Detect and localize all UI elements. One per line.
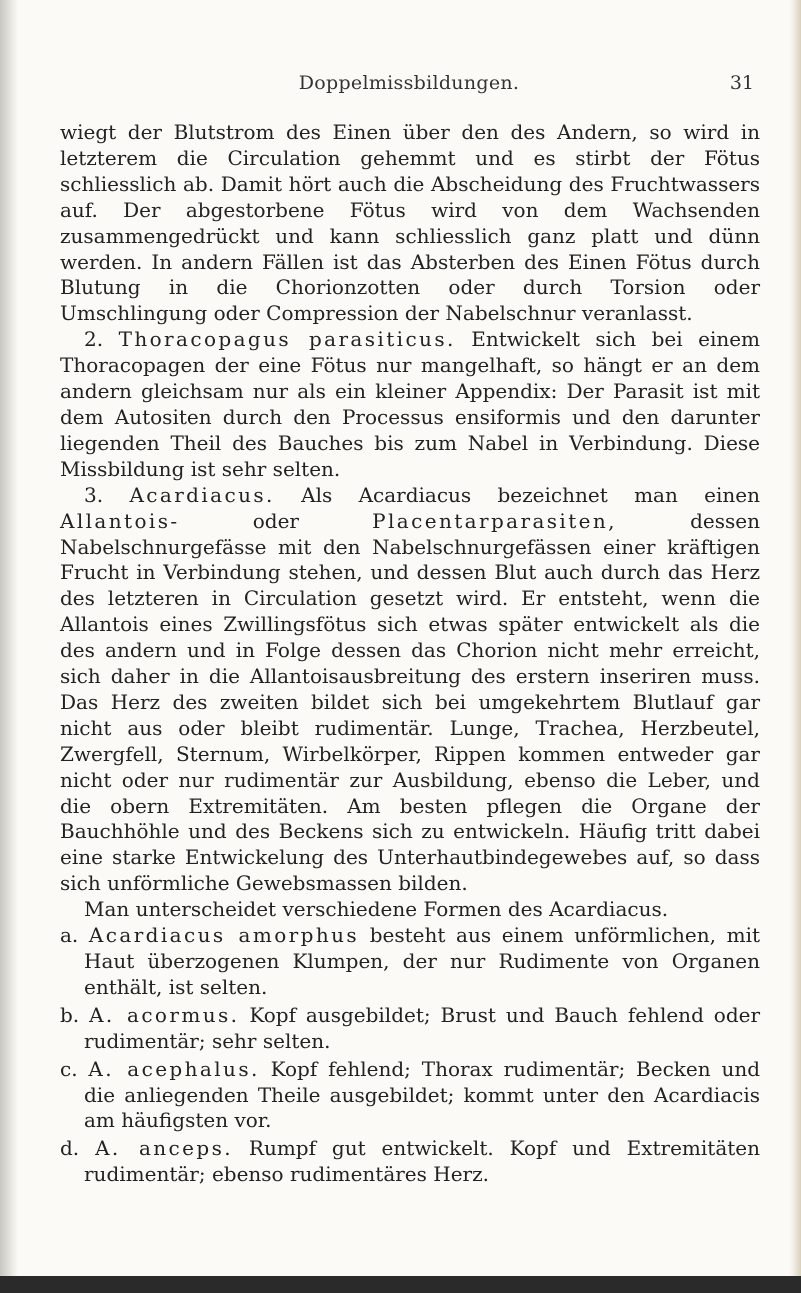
term-acormus: A. acormus. [89, 1002, 240, 1027]
paragraph-text: oder [252, 508, 299, 533]
page-header [64, 72, 754, 98]
paragraph-thoracopagus [60, 327, 760, 482]
page-left-edge-shadow [0, 0, 18, 1293]
list-item [60, 923, 760, 1001]
paragraph-text: Entwickelt sich bei einem Thoracopagen der eine Fötus nur mangelhaft, so hängt er an dem andern gleichsam nur als ein kleiner Appendix: Der Parasit ist mit dem Autositen durch den Processus ensiformis und den darunter liegenden Theil des Bauches bis zum Nabel in Verbindung. Diese Missbildung ist sehr selten. [60, 327, 761, 481]
list-item-text: Kopf ausgebildet; Brust und Bauch fehlend oder rudimentär; sehr selten. [84, 1002, 761, 1053]
term-acephalus: A. acephalus. [88, 1056, 260, 1081]
list-item-text: Rumpf gut entwickelt. Kopf und Extremitäten rudimentär; ebenso rudimentäres Herz. [84, 1136, 760, 1187]
list-item-text: besteht aus einem unförmlichen, mit Haut überzogenen Klumpen, der nur Rudimente von Organen enthält, ist selten. [84, 923, 761, 999]
list-item [60, 1136, 760, 1188]
paragraph-forms: Man unterscheidet verschiedene Formen des Acardiacus. [84, 897, 669, 922]
paragraph-intro: wiegt der Blutstrom des Einen über den des Andern, so wird in letzterem die Circulation gehemmt und es stirbt der Fötus schliesslich ab. Damit hört auch die Abscheidung des Fruchtwassers auf. Der abgestorbene Fötus wird von dem Wachsenden zusammengedrückt und kann schliesslich ganz platt und dünn werden. In andern Fällen ist das Absterben des Einen Fötus durch Blutung in die Chorionzotten oder durch Torsion oder Umschlingung oder Compression der Nabelschnur veranlasst. [60, 120, 760, 326]
term-thoracopagus-parasiticus: Thoracopagus parasiticus. [118, 327, 456, 352]
list-item [60, 1057, 760, 1135]
term-placentarparasiten: Placentarparasiten, [372, 508, 617, 533]
page-right-edge-shadow [789, 0, 801, 1293]
paragraph-text: Als Acardiacus bezeichnet man einen [301, 482, 761, 507]
page-body [60, 120, 760, 1188]
term-anceps: A. anceps. [95, 1136, 234, 1161]
term-acardiacus-amorphus: Acardiacus amorphus [88, 923, 360, 948]
paragraph-text: dessen Nabelschnurgefässe mit den Nabelschnurgefässen einer kräftigen Frucht in Verbindung stehen, und dessen Blut auch durch das Herz des letzteren in Circulation gesetzt wird. Er entsteht, wenn die Allantois eines Zwillingsfötus sich etwas später entwickelt als die des andern und in Folge dessen das Chorion nicht mehr erreicht, sich daher in die Allantoisausbreitung des erstern inseriren muss. Das Herz des zweiten bildet sich bei umgekehrtem Blutlauf gar nicht aus oder bleibt rudimentär. Lunge, Trachea, Herzbeutel, Zwergfell, Sternum, Wirbelkörper, Rippen kommen entweder gar nicht oder nur rudimentär zur Ausbildung, ebenso die Leber, und die obern Extremitäten. Am besten pflegen die Organe der Bauchhöhle und des Beckens sich zu entwickeln. Häufig tritt dabei eine starke Entwickelung des Unterhautbindegewebes auf, so dass sich unförmliche Gewebsmassen bilden. [60, 508, 761, 896]
term-acardiacus: Acardiacus. [129, 482, 275, 507]
list-item [60, 1003, 760, 1055]
running-title: Doppelmissbildungen. [298, 72, 520, 94]
list-item-text: Kopf fehlend; Thorax rudimentär; Becken und die anliegenden Theile ausgebildet; kommt unter den Acardiacis am häufigsten vor. [84, 1056, 761, 1133]
list-letter: d. [60, 1136, 80, 1161]
paragraph-acardiacus [60, 483, 760, 898]
page-number: 31 [729, 72, 754, 94]
term-allantois: Allantois- [60, 508, 180, 533]
list-letter: a. [60, 923, 79, 948]
list-letter: c. [60, 1056, 78, 1081]
section-number: 3. [84, 482, 104, 507]
section-number: 2. [84, 327, 104, 352]
scan-bottom-edge [0, 1276, 801, 1293]
list-letter: b. [60, 1002, 80, 1027]
